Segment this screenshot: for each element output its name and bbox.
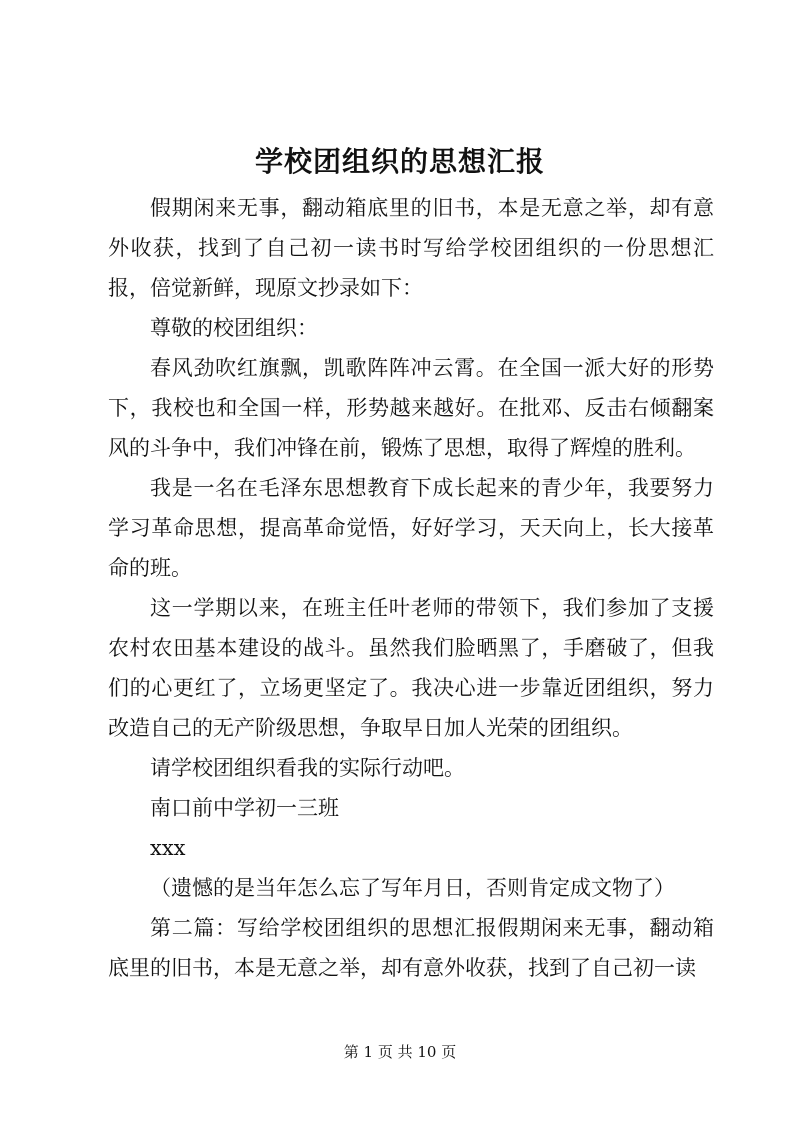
paragraph-intro: 假期闲来无事，翻动箱底里的旧书，本是无意之举，却有意外收获，找到了自己初一读书时写给学校团组织的一份思想汇报，倍觉新鲜，现原文抄录如下：: [108, 196, 714, 300]
document-title: 学校团组织的思想汇报: [254, 145, 545, 178]
paragraph-salutation: 尊敬的校团组织：: [150, 316, 318, 340]
paragraph-note: （遗憾的是当年怎么忘了写年月日，否则肯定成文物了）: [150, 876, 675, 900]
paragraph-semester: 这一学期以来，在班主任叶老师的带领下，我们参加了支援农村农田基本建设的战斗。虽然我们脸晒黑了，手磨破了，但我们的心更红了，立场更坚定了。我决心进一步靠近团组织，努力改造自己的无产阶级思想，争取早日加人光荣的团组织。: [108, 596, 714, 740]
page-footer: 第 1 页 共 10 页: [343, 1043, 457, 1061]
paragraph-closing: 请学校团组织看我的实际行动吧。: [150, 756, 465, 780]
paragraph-resolve: 我是一名在毛泽东思想教育下成长起来的青少年，我要努力学习革命思想，提高革命觉悟，好好学习，天天向上，长大接革命的班。: [108, 476, 714, 580]
paragraph-situation: 春风劲吹红旗飘，凯歌阵阵冲云霄。在全国一派大好的形势下，我校也和全国一样，形势越来越好。在批邓、反击右倾翻案风的斗争中，我们冲锋在前，锻炼了思想，取得了辉煌的胜利。: [108, 356, 714, 460]
document-body: [108, 188, 714, 988]
signature-class: 南口前中学初一三班: [150, 796, 339, 820]
paragraph-second-article: 第二篇：写给学校团组织的思想汇报假期闲来无事，翻动箱底里的旧书，本是无意之举，却有意外收获，找到了自己初一读: [108, 916, 714, 980]
signature-name: xxx: [150, 836, 186, 860]
